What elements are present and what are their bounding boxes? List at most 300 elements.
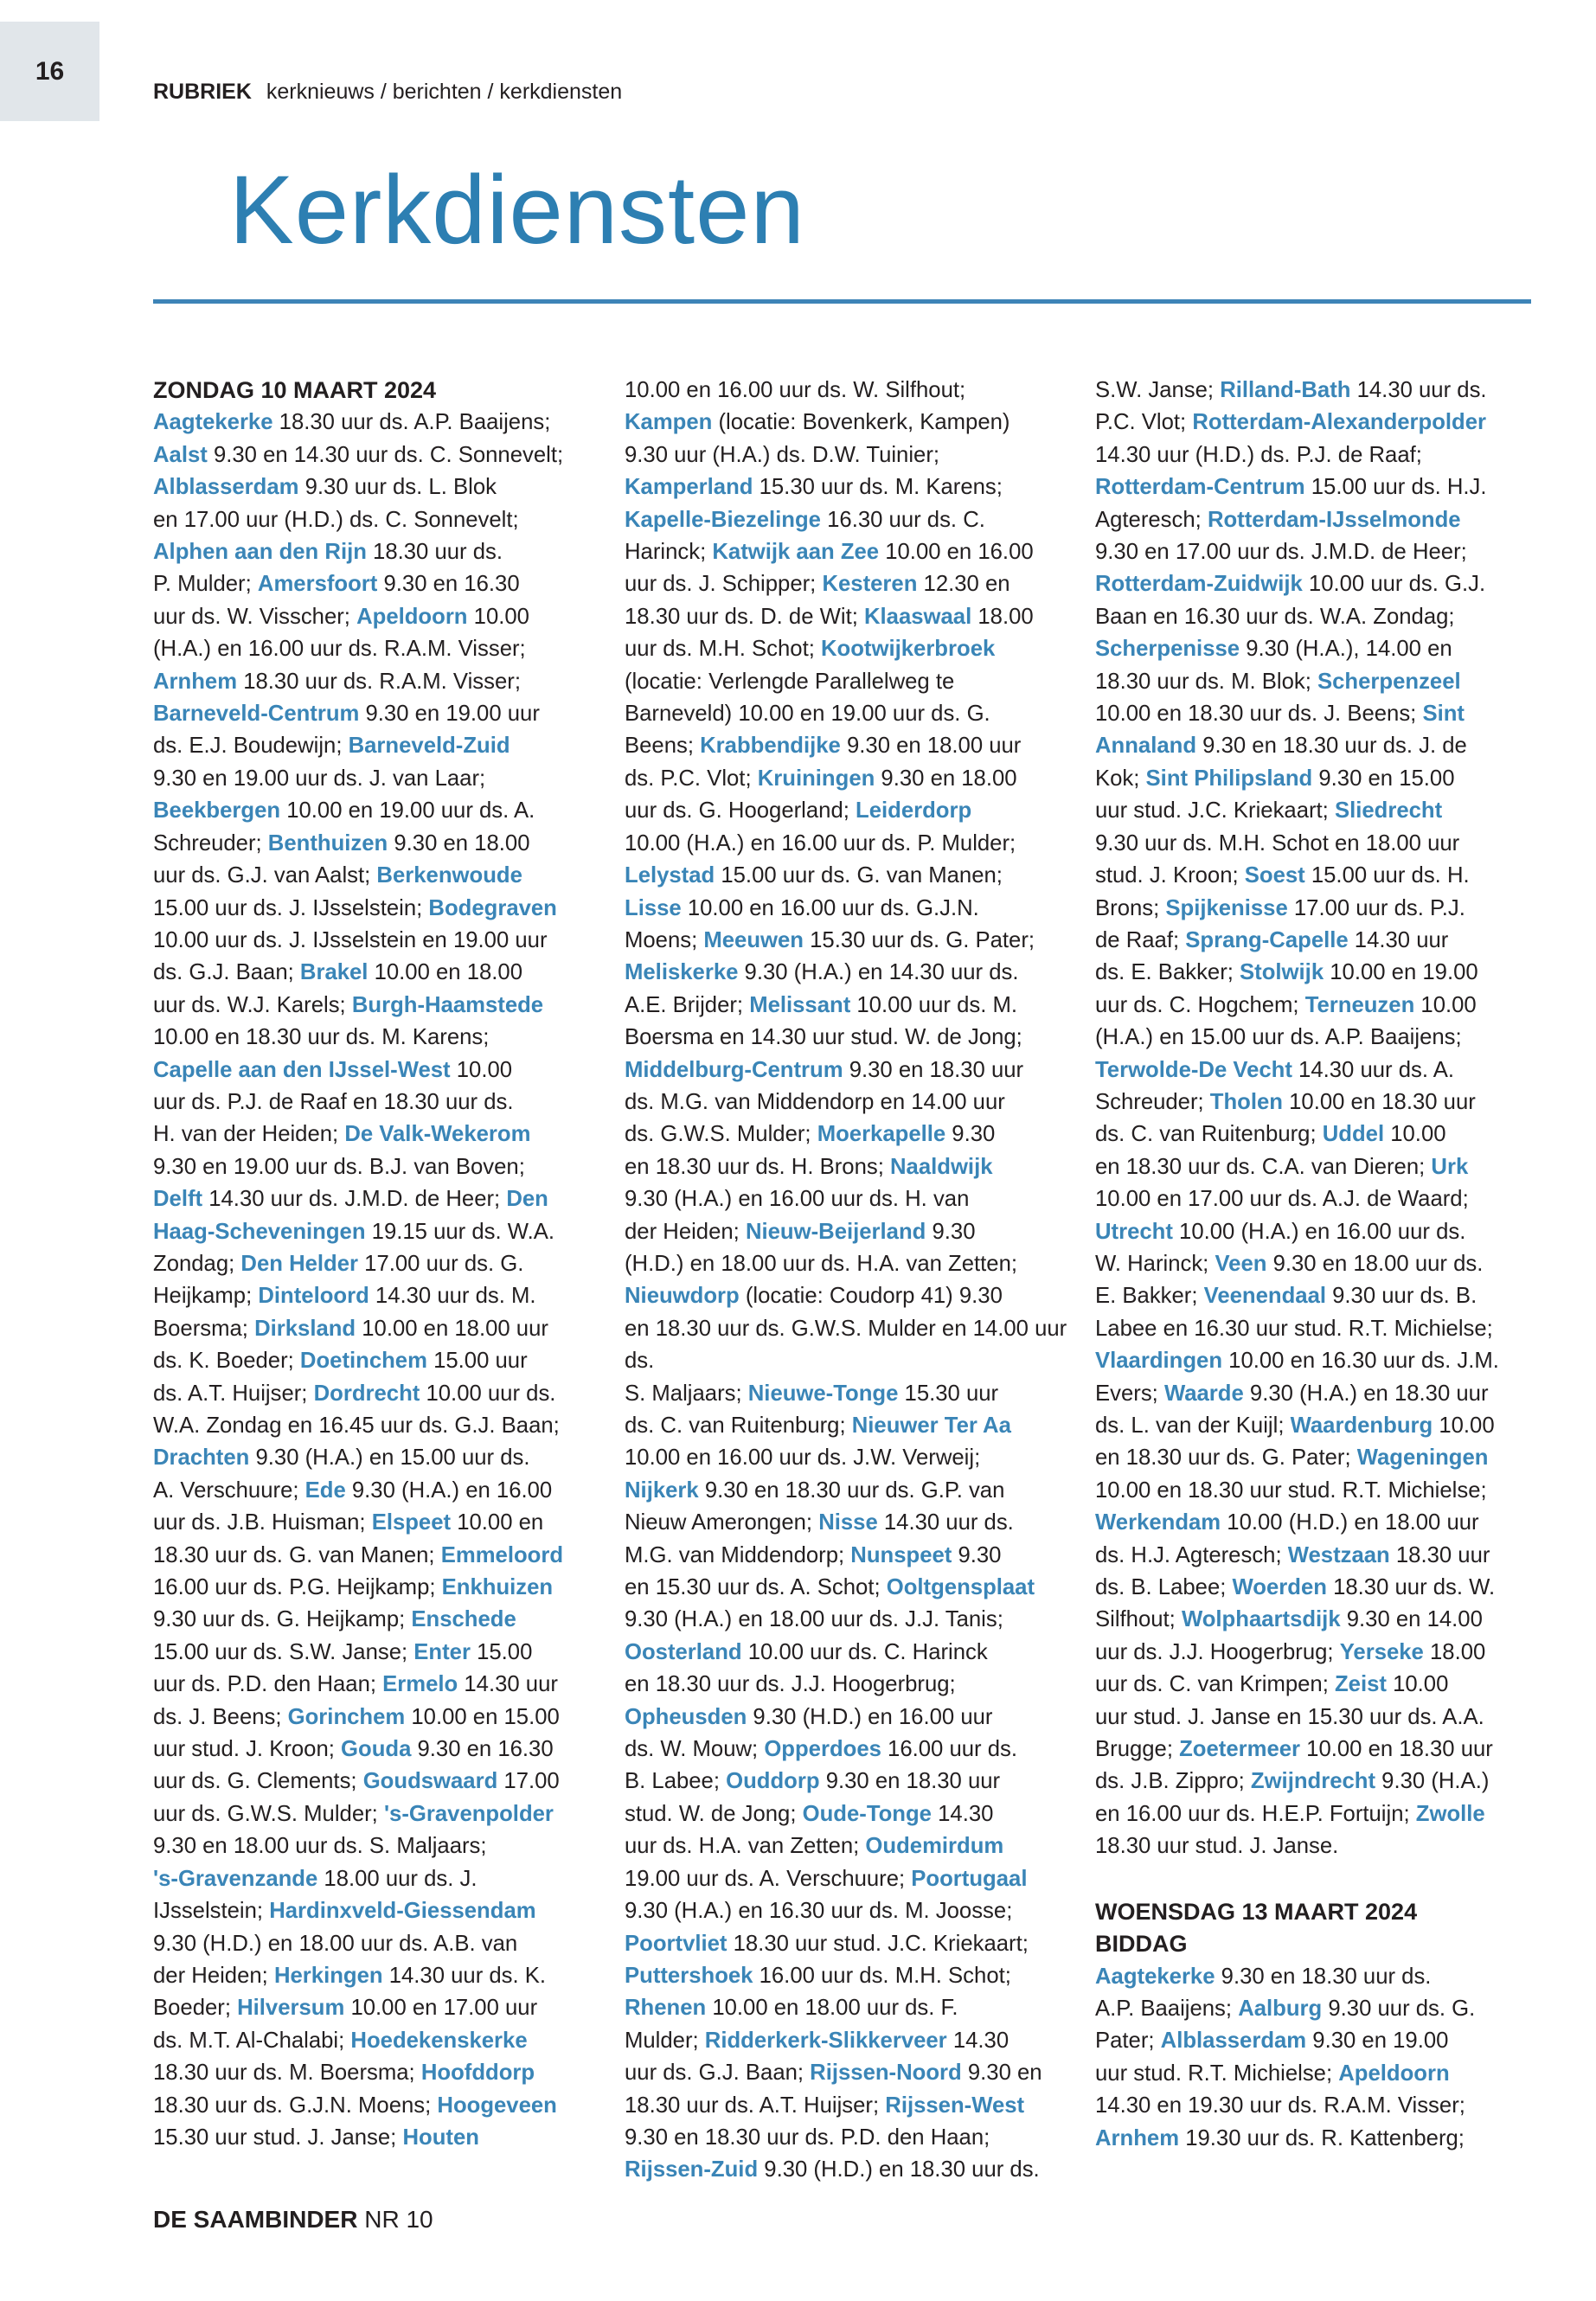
service-text: ds. M.G. van Middendorp en 14.00 uur [625,1089,1005,1114]
place-name: Ooltgensplaat [886,1575,1035,1600]
place-name: Opheusden [625,1704,747,1729]
service-text: ds. M.T. Al-Chalabi; [153,2028,351,2053]
service-line [153,2122,603,2154]
service-text: 14.30 uur ds. K. [382,1963,547,1988]
service-line [153,1928,603,1960]
service-text: ds. P.C. Vlot; [625,766,758,791]
service-line [1095,1993,1545,2025]
service-text: uur ds. C. Hogchem; [1095,992,1305,1017]
service-text: W. Harinck; [1095,1251,1215,1276]
service-line [625,763,1074,795]
place-name: Werkendam [1095,1510,1221,1535]
service-text: 19.30 uur ds. R. Kattenberg; [1179,2125,1465,2150]
service-line [1095,536,1545,568]
place-name: Drachten [153,1445,250,1471]
place-name: Alblasserdam [1160,2029,1307,2054]
place-name: Melissant [749,992,851,1017]
service-text: 10.00 [1433,1413,1495,1438]
service-text: 9.30 [952,1542,1002,1567]
service-text: 14.30 uur ds. M. [369,1284,536,1309]
service-line [1095,633,1545,665]
place-name: Arnhem [1095,2125,1180,2150]
place-name: Rotterdam-IJsselmonde [1207,507,1461,532]
place-name: Waardenburg [1290,1413,1433,1438]
service-line [1095,828,1545,860]
service-line [153,1960,603,1992]
service-text: 14.30 [931,1801,994,1826]
service-text: Brons; [1095,895,1166,920]
service-text: 18.00 [971,604,1034,629]
service-line [1095,990,1545,1022]
service-text: Baan en 16.30 uur ds. W.A. Zondag; [1095,604,1455,629]
service-text: E. Bakker; [1095,1284,1204,1309]
service-line [153,763,603,795]
service-line [153,1248,603,1280]
biddag-services [1095,1961,1545,2155]
service-text: Heijkamp; [153,1284,259,1309]
service-line [1095,1280,1545,1312]
service-line [153,1442,603,1474]
service-line [1095,1216,1545,1248]
place-name: Tholen [1209,1089,1283,1114]
place-name: Hilversum [237,1996,345,2021]
service-text: en 18.30 uur ds. J.J. Hoogerbrug; [625,1672,956,1697]
place-name: Poortvliet [625,1931,727,1956]
service-text: 15.00 uur ds. G. van Manen; [715,863,1003,888]
service-text: 9.30 en 18.30 uur [843,1057,1024,1082]
service-line [153,633,603,665]
service-text: uur ds. J.B. Huisman; [153,1510,372,1535]
page-number: 16 [35,56,65,86]
service-line [1095,1540,1545,1572]
place-name: Middelburg-Centrum [625,1057,843,1082]
service-line [1095,1054,1545,1086]
place-name: Rilland-Bath [1220,378,1351,402]
service-line [625,504,1074,536]
service-text: 16.00 uur ds. P.G. Heijkamp; [153,1575,442,1600]
service-text: 9.30 en 18.00 [388,830,530,856]
service-text: P.C. Vlot; [1095,410,1193,435]
service-line [1095,407,1545,439]
place-name: Brakel [299,960,369,985]
service-text: 14.30 uur ds. [1350,378,1487,402]
service-text: Nieuw Amerongen; [625,1510,819,1535]
place-name: Annaland [1095,734,1197,759]
service-text: uur stud. R.T. Michielse; [1095,2061,1339,2086]
service-text: uur ds. W.J. Karels; [153,992,352,1017]
service-text: Pater; [1095,2029,1161,2054]
service-line [153,1540,603,1572]
service-line [1095,375,1545,407]
service-line [1095,795,1545,827]
service-text: uur stud. J. Janse en 15.30 uur ds. A.A. [1095,1704,1484,1729]
service-text: 18.30 uur ds. A.T. Huijser; [625,2093,886,2118]
service-text: Kok; [1095,766,1146,791]
place-name: Enter [413,1639,471,1664]
service-line [625,990,1074,1022]
service-text: 10.00 [1414,992,1477,1017]
service-line [1095,893,1545,925]
place-name: Alblasserdam [153,475,299,500]
place-name: Nieuwe-Tonge [747,1381,899,1406]
place-name: Oude-Tonge [802,1801,932,1826]
service-text: der Heiden; [625,1219,746,1244]
service-text: ds. A.T. Huijser; [153,1381,314,1406]
place-name: Enkhuizen [441,1575,554,1600]
service-line [153,1637,603,1669]
service-line [1095,1378,1545,1410]
service-text: 9.30 uur ds. G. Heijkamp; [153,1607,412,1632]
service-line [153,893,603,925]
service-text: 10.00 [1386,1672,1449,1697]
service-line [625,1637,1074,1669]
service-text: ds. H.J. Agteresch; [1095,1542,1288,1567]
service-line [625,568,1074,600]
service-text: A.P. Baaijens; [1095,1996,1239,2021]
service-line [1095,860,1545,892]
service-text: 17.00 uur ds. G. [358,1251,524,1276]
service-text: 9.30 en 19.00 uur [359,702,540,727]
service-text: ds. G.W.S. Mulder; [625,1122,817,1147]
service-text: 9.30 en 18.30 uur [819,1769,1001,1794]
service-text: ds. B. Labee; [1095,1575,1233,1600]
service-text: S. Maljaars; [625,1381,748,1406]
service-line [153,2057,603,2089]
service-text: 10.00 en 16.00 uur ds. G.J.N. [681,895,979,920]
service-line [1095,1410,1545,1442]
service-text: 15.00 uur ds. H.J. [1304,475,1487,500]
service-line [625,536,1074,568]
place-name: Bodegraven [428,895,557,920]
service-text: 18.30 uur ds. G.J.N. Moens; [153,2093,438,2118]
service-text: 10.00 uur ds. G.J. [1302,572,1486,597]
service-text: 14.30 uur ds. J.M.D. de Heer; [202,1187,507,1212]
service-text: 18.30 uur ds. G. van Manen; [153,1542,441,1567]
service-text: uur ds. P.J. de Raaf en 18.30 uur ds. [153,1089,514,1114]
place-name: Kapelle-Biezelinge [625,507,821,532]
place-name: Hoedekenskerke [350,2028,528,2053]
service-text: 14.30 uur ds. [877,1510,1014,1535]
place-name: Lelystad [625,863,715,888]
service-line [625,633,1074,665]
place-name: Klaaswaal [863,604,972,629]
sunday-services-part-1 [153,407,603,2154]
service-line [153,1895,603,1927]
service-text: 10.00 en 18.30 uur ds. M. Karens; [153,1025,490,1050]
place-name: Zwolle [1415,1801,1485,1826]
place-name: Rotterdam-Centrum [1095,475,1305,500]
service-text: (H.A.) en 16.00 uur ds. R.A.M. Visser; [153,637,526,662]
service-text: (H.A.) en 15.00 uur ds. A.P. Baaijens; [1095,1025,1462,1050]
service-text: ds. E. Bakker; [1095,960,1240,985]
service-text: 10.00 en 15.00 [405,1704,560,1729]
service-line [153,2025,603,2057]
service-line [153,1183,603,1215]
service-text: uur ds. G.W.S. Mulder; [153,1801,384,1826]
footer [153,2206,433,2234]
place-name: Hoogeveen [437,2093,557,2118]
service-text: 19.00 uur ds. A. Verschuure; [625,1866,912,1891]
place-name: Hardinxveld-Giessendam [269,1899,536,1924]
service-text: 9.30 (H.A.), 14.00 en [1240,637,1452,662]
place-name: Naaldwijk [890,1154,993,1179]
service-line [1095,1734,1545,1766]
place-name: Meliskerke [625,960,739,985]
service-line [153,1022,603,1054]
service-text: Harinck; [625,540,713,565]
service-line [625,1863,1074,1895]
service-line [153,990,603,1022]
place-name: Leiderdorp [856,798,972,824]
title-divider [153,299,1531,304]
place-name: Meeuwen [703,927,804,952]
service-text: 9.30 (H.A.) en 18.30 uur [1243,1381,1489,1406]
service-text: Brugge; [1095,1737,1180,1762]
place-name: Den Helder [240,1251,359,1276]
service-text: 10.00 en 18.00 [368,960,522,985]
place-name: Krabbendijke [700,734,841,759]
service-text: 15.00 [470,1639,533,1664]
service-line [1095,698,1545,730]
service-line [153,568,603,600]
service-line [625,795,1074,827]
place-name: Nieuwer Ter Aa [851,1413,1011,1438]
service-text: 14.30 [946,2028,1010,2053]
place-name: Dordrecht [313,1381,420,1406]
service-line [625,1572,1074,1604]
service-text: M.G. van Middendorp; [625,1542,851,1567]
service-text: (locatie: Bovenkerk, Kampen) [712,410,1010,435]
service-text: Agteresch; [1095,507,1208,532]
service-line [625,1766,1074,1798]
service-text: uur ds. C. van Krimpen; [1095,1672,1335,1697]
service-text: W.A. Zondag en 16.45 uur ds. G.J. Baan; [153,1413,560,1438]
service-text: 10.00 [1384,1122,1446,1147]
service-line [153,1054,603,1086]
service-text: stud. W. de Jong; [625,1801,803,1826]
service-line [153,1992,603,2024]
service-text: 9.30 en 18.00 uur ds. [1266,1251,1484,1276]
service-text: 14.30 uur ds. A. [1292,1057,1454,1082]
service-text: 9.30 (H.A.) [1375,1769,1490,1794]
service-line [1095,2058,1545,2090]
service-text: 9.30 en 18.30 uur ds. G.P. van [698,1477,1005,1503]
service-text: Zondag; [153,1251,241,1276]
service-text: 16.00 uur ds. [881,1737,1018,1762]
service-line [153,1863,603,1895]
service-text: 15.00 uur ds. J. IJsselstein; [153,895,429,920]
service-line [625,1992,1074,2024]
place-name: Vlaardingen [1095,1349,1223,1374]
service-text: 10.00 en 19.00 uur ds. A. [280,798,535,824]
service-text: 10.00 en 18.30 uur [1300,1737,1493,1762]
service-text: uur ds. M.H. Schot; [625,637,821,662]
service-text: 18.30 uur [1389,1542,1490,1567]
service-text: 17.00 [497,1769,560,1794]
service-line [1095,1118,1545,1150]
place-name: Moerkapelle [817,1122,946,1147]
service-text: 9.30 [926,1219,976,1244]
service-line [153,1572,603,1604]
service-line [625,439,1074,471]
sunday-services-part-3 [1095,375,1545,1863]
place-name: Gouda [341,1737,412,1762]
service-text: Boersma; [153,1316,255,1341]
service-text: 10.00 (H.A.) en 16.00 uur ds. [1172,1219,1466,1244]
service-text: 12.30 en [917,572,1010,597]
place-name: Soest [1244,863,1305,888]
service-line [1095,1507,1545,1539]
service-text: 9.30 en 16.30 [377,572,520,597]
place-name: Ede [304,1477,346,1503]
service-line [153,1766,603,1798]
place-name: Beekbergen [153,798,281,824]
service-line [153,1475,603,1507]
service-text: 10.00 en 17.00 uur [344,1996,538,2021]
service-text: Silfhout; [1095,1607,1182,1632]
service-line [625,1280,1074,1312]
service-text: 9.30 uur ds. L. Blok [298,475,497,500]
service-text: en 16.00 uur ds. H.E.P. Fortuijn; [1095,1801,1416,1826]
service-text: uur ds. J. Schipper; [625,572,823,597]
service-line [1095,1248,1545,1280]
service-line [153,536,603,568]
service-line [153,504,603,536]
service-text: 17.00 uur ds. P.J. [1287,895,1465,920]
service-text: 9.30 en 19.00 uur ds. B.J. van Boven; [153,1154,525,1179]
place-name: Rijssen-West [885,2093,1025,2118]
service-line [1095,2025,1545,2057]
service-line [625,957,1074,989]
service-line [153,1734,603,1766]
place-name: Den [506,1187,548,1212]
service-line [1095,1345,1545,1377]
service-text: 18.00 uur ds. J. [317,1866,478,1891]
service-line [1095,1766,1545,1798]
service-line [153,1830,603,1862]
place-name: Kampen [625,410,713,435]
place-name: Veen [1215,1251,1267,1276]
service-line [1095,1637,1545,1669]
service-text: Evers; [1095,1381,1164,1406]
place-name: Alphen aan den Rijn [153,540,367,565]
service-line [153,1507,603,1539]
place-name: Oudemirdum [865,1834,1004,1859]
service-text: 18.00 [1423,1639,1486,1664]
service-line [1095,471,1545,503]
service-line [153,439,603,471]
service-line [153,1702,603,1734]
service-text: en 18.30 uur ds. H. Brons; [625,1154,890,1179]
place-name: Urk [1431,1154,1469,1179]
service-text: P. Mulder; [153,572,258,597]
service-line [625,2154,1074,2186]
service-text: 10.00 en 18.30 uur stud. R.T. Michielse; [1095,1477,1487,1503]
service-line [625,860,1074,892]
place-name: Sint Philipsland [1145,766,1313,791]
service-text: ds. L. van der Kuijl; [1095,1413,1291,1438]
place-name: Elspeet [371,1510,452,1535]
service-line [153,666,603,698]
place-name: Nunspeet [850,1542,952,1567]
service-text: 15.30 uur ds. G. Pater; [804,927,1035,952]
place-name: Scherpenzeel [1317,669,1461,694]
service-line [1095,666,1545,698]
service-text: 9.30 en 18.30 uur ds. J. de [1196,734,1467,759]
service-text: uur stud. J.C. Kriekaart; [1095,798,1335,824]
place-name: Terwolde-De Vecht [1095,1057,1292,1082]
place-name: Apeldoorn [356,604,468,629]
service-text: 9.30 uur (H.A.) ds. D.W. Tuinier; [625,442,940,467]
service-line [625,2025,1074,2057]
service-line [625,666,1074,698]
service-line [625,601,1074,633]
place-name: Amersfoort [257,572,378,597]
column-1 [153,375,603,2154]
service-text: Beens; [625,734,701,759]
service-text: 10.00 en 18.30 uur ds. J. Beens; [1095,702,1423,727]
place-name: Lisse [625,895,682,920]
service-text: ds. J.B. Zippro; [1095,1769,1251,1794]
service-text: uur ds. G.J. van Aalst; [153,863,377,888]
place-name: Spijkenisse [1165,895,1288,920]
service-line [1095,439,1545,471]
service-line [1095,2123,1545,2155]
service-text: 16.00 uur ds. M.H. Schot; [753,1963,1011,1988]
service-line [153,1410,603,1442]
service-text: ds. J. Beens; [153,1704,288,1729]
service-text: 15.00 uur ds. H. [1304,863,1470,888]
service-text: 10.00 en 16.00 uur ds. J.W. Verweij; [625,1445,981,1471]
service-line [153,1798,603,1830]
place-name: Veenendaal [1203,1284,1326,1309]
service-text: uur stud. J. Kroon; [153,1737,342,1762]
service-line [1095,1151,1545,1183]
biddag-heading: BIDDAG [1095,1931,1188,1958]
service-text: 9.30 (H.D.) en 16.00 uur [747,1704,993,1729]
service-text: ds. G.J. Baan; [153,960,300,985]
service-line [153,1151,603,1183]
service-line [1095,1022,1545,1054]
service-line [1095,1313,1545,1345]
service-text: 15.30 uur [898,1381,999,1406]
service-text: 18.30 uur ds. R.A.M. Visser; [237,669,521,694]
service-text: 18.30 uur ds. M. Blok; [1095,669,1318,694]
rubriek-header [153,80,622,105]
place-name: Goudswaard [362,1769,498,1794]
service-text: Boersma en 14.30 uur stud. W. de Jong; [625,1025,1022,1050]
place-name: Kruiningen [757,766,875,791]
rubriek-path: kerknieuws / berichten / kerkdiensten [266,80,623,104]
service-text: en 18.30 uur ds. C.A. van Dieren; [1095,1154,1432,1179]
place-name: Zwijndrecht [1250,1769,1376,1794]
service-line [625,1410,1074,1442]
service-text: 14.30 en 19.30 uur ds. R.A.M. Visser; [1095,2093,1465,2118]
place-name: Zoetermeer [1179,1737,1301,1762]
place-name: Rijssen-Zuid [625,2157,759,2182]
service-text: stud. J. Kroon; [1095,863,1245,888]
service-text: 14.30 uur (H.D.) ds. P.J. de Raaf; [1095,442,1422,467]
service-line [153,1345,603,1377]
service-text: 9.30 (H.D.) en 18.30 uur ds. [758,2157,1040,2182]
service-line [625,2122,1074,2154]
service-text: 9.30 (H.A.) en 15.00 uur ds. [249,1445,530,1471]
place-name: Arnhem [153,669,238,694]
service-text: 9.30 uur ds. B. [1326,1284,1477,1309]
place-name: Nisse [818,1510,878,1535]
page-number-box [0,22,99,121]
place-name: Puttershoek [625,1963,753,1988]
